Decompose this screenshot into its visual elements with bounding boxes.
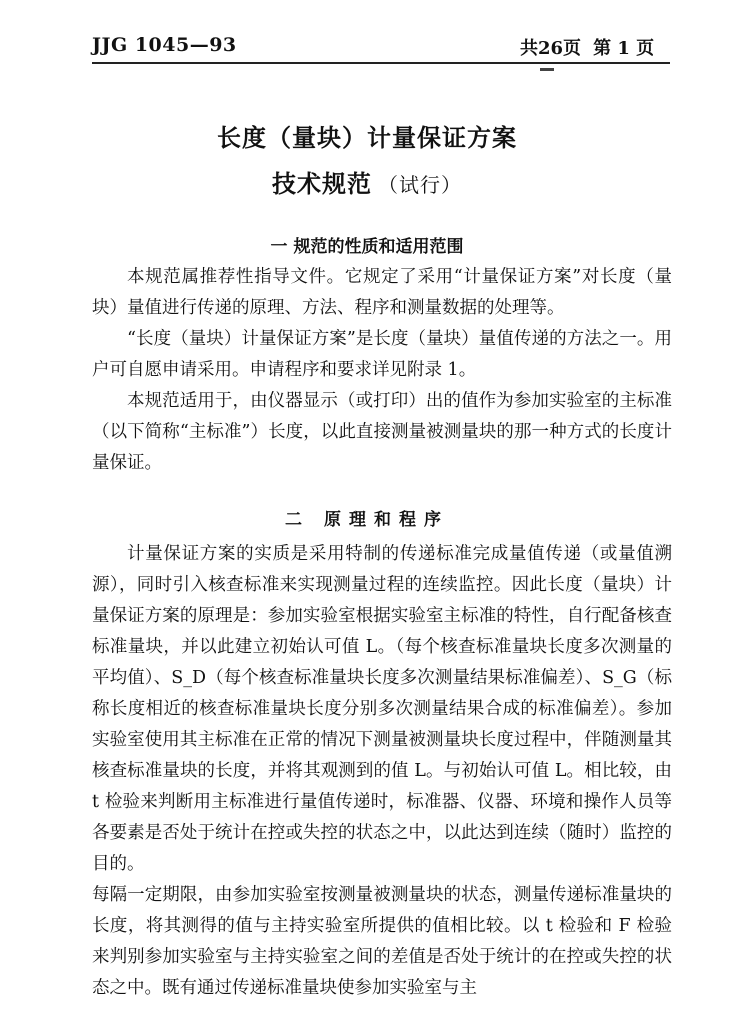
document-subtitle [0,164,734,199]
header-divider [92,62,670,64]
document-title: 长度（量块）计量保证方案 [217,123,517,152]
section-1-heading: 一 规范的性质和适用范围 [270,237,464,257]
paragraph: 计量保证方案的实质是采用特制的传递标准完成量值传递（或量值溯源），同时引入核查标准来实现测量过程的连续监控。因此长度（量块）计量保证方案的原理是：参加实验室根据实验室主标准的特性，自行配备核查标准量块，并以此建立初始认可值 L。（每个核查标准量块长度多次测量的平均值）、S_D（每个核查标准量块长度多次测量结果标准偏差）、S_G（标称长度相近的核查标准量块长度分别多次测量结果合成的标准偏差）。参加实验室使用其主标准在正常的情况下测量被测量块长度过程中，伴随测量其核查标准量块的长度，并将其观测到的值 L。与初始认可值 L。相比较，由 t 检验来判断用主标准进行量值传递时，标准器、仪器、环境和操作人员等各要素是否处于统计在控或失控的状态之中，以此达到连续（随时）监控的目的。 [92,544,672,874]
subtitle-suffix: （试行） [378,173,462,197]
section-2-body [92,539,672,1004]
section-2-heading: 二 原理和程序 [285,510,449,530]
page-info [520,34,666,60]
standard-code: JJG 1045—93 [92,34,237,56]
total-pages: 共26页 [520,38,582,59]
paragraph: “长度（量块）计量保证方案”是长度（量块）量值传递的方法之一。用户可自愿申请采用。申请程序和要求详见附录 1。 [92,329,672,380]
section-1-body [92,262,672,479]
paragraph: 每隔一定期限，由参加实验室按测量被测量块的状态，测量传递标准量块的长度，将其测得的值与主持实验室所提供的值相比较。以 t 检验和 F 检验来判别参加实验室与主持实验室之间的差值是否处于统计的在控或失控的状态之中。既有通过传递标准量块使参加实验室与主 [92,885,672,998]
scan-speck [540,68,554,71]
page-header [0,0,734,60]
paragraph: 本规范属推荐性指导文件。它规定了采用“计量保证方案”对长度（量块）量值进行传递的原理、方法、程序和测量数据的处理等。 [92,267,672,318]
paragraph: 本规范适用于，由仪器显示（或打印）出的值作为参加实验室的主标准（以下简称“主标准”）长度，以此直接测量被测量块的那一种方式的长度计量保证。 [92,391,672,473]
subtitle-main: 技术规范 [272,169,372,198]
page-number: 第 1 页 [593,38,655,59]
